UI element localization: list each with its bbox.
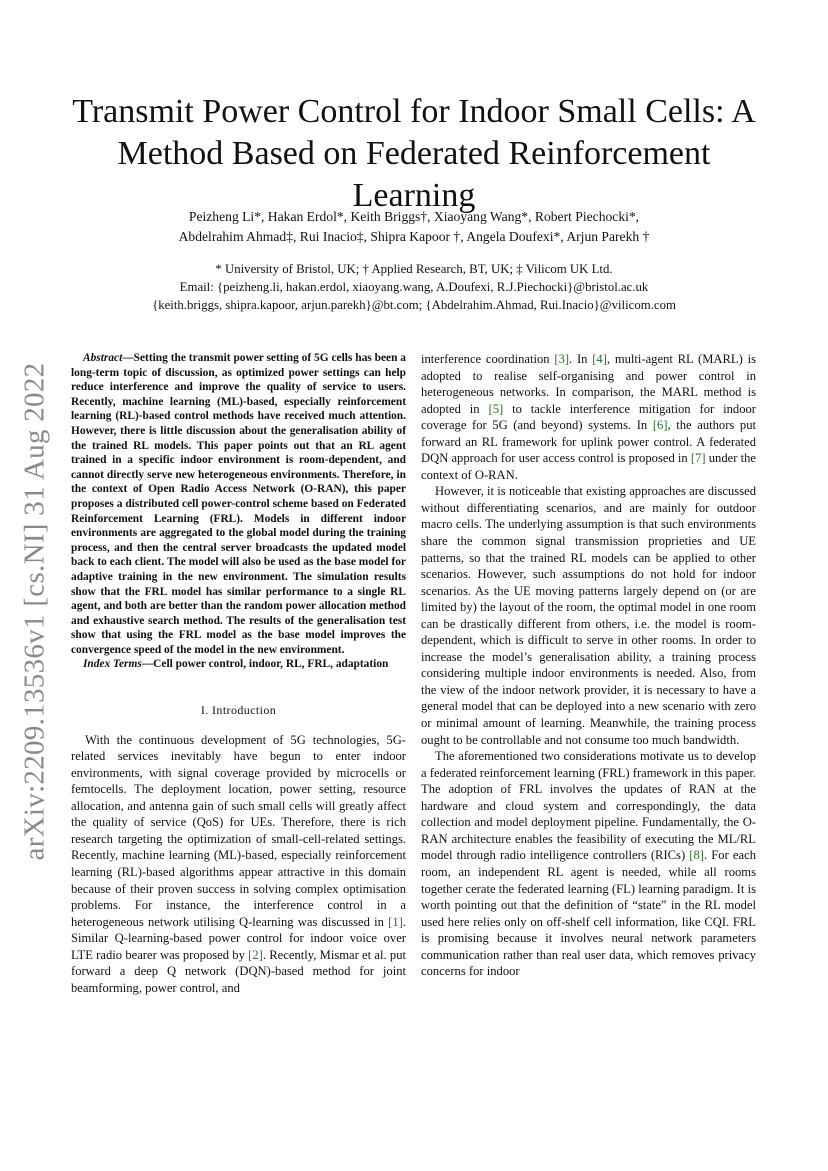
affiliation-line: * University of Bristol, UK; † Applied Research, BT, UK; ‡ Vilicom UK Ltd. <box>215 262 613 276</box>
abstract <box>71 351 406 657</box>
citation-link[interactable]: [6] <box>652 418 668 433</box>
author-line-2: Abdelrahim Ahmad‡, Rui Inacio‡, Shipra Kapoor †, Angela Doufexi*, Arjun Parekh † <box>178 229 650 244</box>
intro-paragraph-1-continued <box>421 351 756 483</box>
index-terms-text: —Cell power control, indoor, RL, FRL, adaptation <box>141 658 389 671</box>
citation-link[interactable]: [1] <box>388 914 403 929</box>
arxiv-identifier: arXiv:2209.13536v1 [cs.NI] 31 Aug 2022 <box>18 362 51 860</box>
paragraph-text: , multi-agent RL (MARL) is adopted to realise self-organising and power control in heterogeneous networks. In comparison, the MARL method is adopted in <box>421 352 756 416</box>
affiliations <box>80 260 748 314</box>
paragraph-text: interference coordination <box>421 352 555 366</box>
citation-link[interactable]: [7] <box>690 451 706 466</box>
author-line-1: Peizheng Li*, Hakan Erdol*, Keith Briggs†, Xiaoyang Wang*, Robert Piechocki*, <box>188 209 640 224</box>
intro-paragraph-1 <box>71 732 406 997</box>
paragraph-text: . Recently, Mismar et al. put forward a deep Q network (DQN)-based method for joint beamforming, power control, and <box>71 947 406 995</box>
paragraph-text: With the continuous development of 5G technologies, 5G-related services inevitably have begun to enter indoor environments, with signal coverage provided by microcells or femtocells. The deployment location, power setting, resource allocation, and antenna gain of such small cells will greatly affect the quality of service (QoS) for UEs. Therefore, there is rich research targeting the optimization of small-cell-related settings. Recently, machine learning (ML)-based, especially reinforcement learning (RL)-based algorithms appear attractive in this domain because of their proven success in solving complex optimisation problems. For instance, the interference control in a heterogeneous network utilising Q-learning was discussed in <box>71 732 406 929</box>
right-column <box>421 351 756 980</box>
citation-link[interactable]: [3] <box>554 352 570 366</box>
arxiv-side-stamp <box>14 362 56 860</box>
paragraph-text: . For each room, an independent RL agent is needed, while all rooms together cerate the federated learning (FL) learning paradigm. It is worth pointing out that the definition of “state” in the RL model used here relies only on off-shelf cell information, like CQI. FRL is promising because it involves neural network parameters communication rather than real user data, which removes privacy concerns for indoor <box>421 848 756 979</box>
paper-title: Transmit Power Control for Indoor Small Cells: A Method Based on Federated Reinforcement Learning <box>72 92 756 214</box>
intro-paragraph-3 <box>421 748 756 980</box>
intro-paragraph-2: However, it is noticeable that existing approaches are discussed without differentiating scenarios, and are mainly for outdoor macro cells. The underlying assumption is that such environments share the common signal transmission proprieties and UE patterns, so that the trained RL models can be applied to other scenarios. However, such assumptions do not hold for indoor scenarios. As the UE moving patterns largely depend on (or are limited by) the layout of the room, the optimal model in one room can be drastically different from others, i.e. the model is room-dependent, which is difficult to serve in other rooms. In order to increase the model’s generalisation ability, a training process considering multiple indoor environments is needed. Also, from the view of the indoor network provider, it is necessary to have a general model that can be deployed into a new scenario with zero or minimal amount of learning. Meanwhile, the training process ought to be controllable and not consume too much bandwidth. <box>421 484 756 747</box>
email-line-2: {keith.briggs, shipra.kapoor, arjun.parekh}@bt.com; {Abdelrahim.Ahmad, Rui.Inacio}@vilicom.com <box>152 298 676 312</box>
index-terms <box>71 657 406 672</box>
paragraph-text: . In <box>569 352 593 366</box>
left-column <box>71 351 406 996</box>
paragraph-text: . Similar Q-learning-based power control for indoor voice over LTE radio bearer was proposed by <box>71 914 406 962</box>
citation-link[interactable]: [4] <box>592 352 607 366</box>
paragraph-text: under the context of O-RAN. <box>421 451 756 482</box>
paragraph-text: The aforementioned two considerations motivate us to develop a federated reinforcement learning (FRL) framework in this paper. The adoption of FRL involves the updates of RAN at the hardware and cloud system and correspondingly, the data collection and model deployment pipeline. Fundamentally, the O-RAN architecture enables the feasibility of executing the ML/RL model through radio intelligence controllers (RICs) <box>421 749 756 863</box>
index-terms-lead: Index Terms <box>83 658 142 671</box>
citation-link[interactable]: [8] <box>689 848 704 863</box>
section-heading-introduction: I. Introduction <box>200 703 277 718</box>
paragraph-text: , the authors put forward an RL framework for uplink power control. A federated DQN approach for user access control is proposed in <box>421 418 756 466</box>
abstract-lead: Abstract <box>83 352 123 364</box>
citation-link[interactable]: [2] <box>248 947 263 962</box>
author-list <box>100 207 728 247</box>
abstract-text: —Setting the transmit power setting of 5G cells has been a long-term topic of discussion, as optimized power settings can help reduce interference and improve the quality of service to users. Recently, machine learning (ML)-based, especially reinforcement learning (RL)-based control methods have received much attention. However, there is little discussion about the generalisation ability of the trained RL models. This paper points out that an RL agent trained in a specific indoor environment is room-dependent, and cannot directly serve new heterogeneous environments. Therefore, in the context of Open Radio Access Network (O-RAN), this paper proposes a distributed cell power-control scheme based on Federated Reinforcement Learning (FRL). Models in different indoor environments are aggregated to the global model during the training process, and then the central server broadcasts the updated model back to each client. The model will also be used as the base model for adaptive training in the new environment. The simulation results show that the FRL model has similar performance to a single RL agent, and both are better than the random power allocation method and exhaustive search method. The results of the generalisation test show that using the FRL model as the base model improves the convergence speed of the model in the new environment. <box>71 352 406 656</box>
citation-link[interactable]: [5] <box>488 401 504 416</box>
email-line-1: Email: {peizheng.li, hakan.erdol, xiaoyang.wang, A.Doufexi, R.J.Piechocki}@bristol.ac.uk <box>179 280 649 294</box>
paragraph-text: to tackle interference mitigation for indoor coverage for 5G (and beyond) systems. In <box>421 401 756 433</box>
